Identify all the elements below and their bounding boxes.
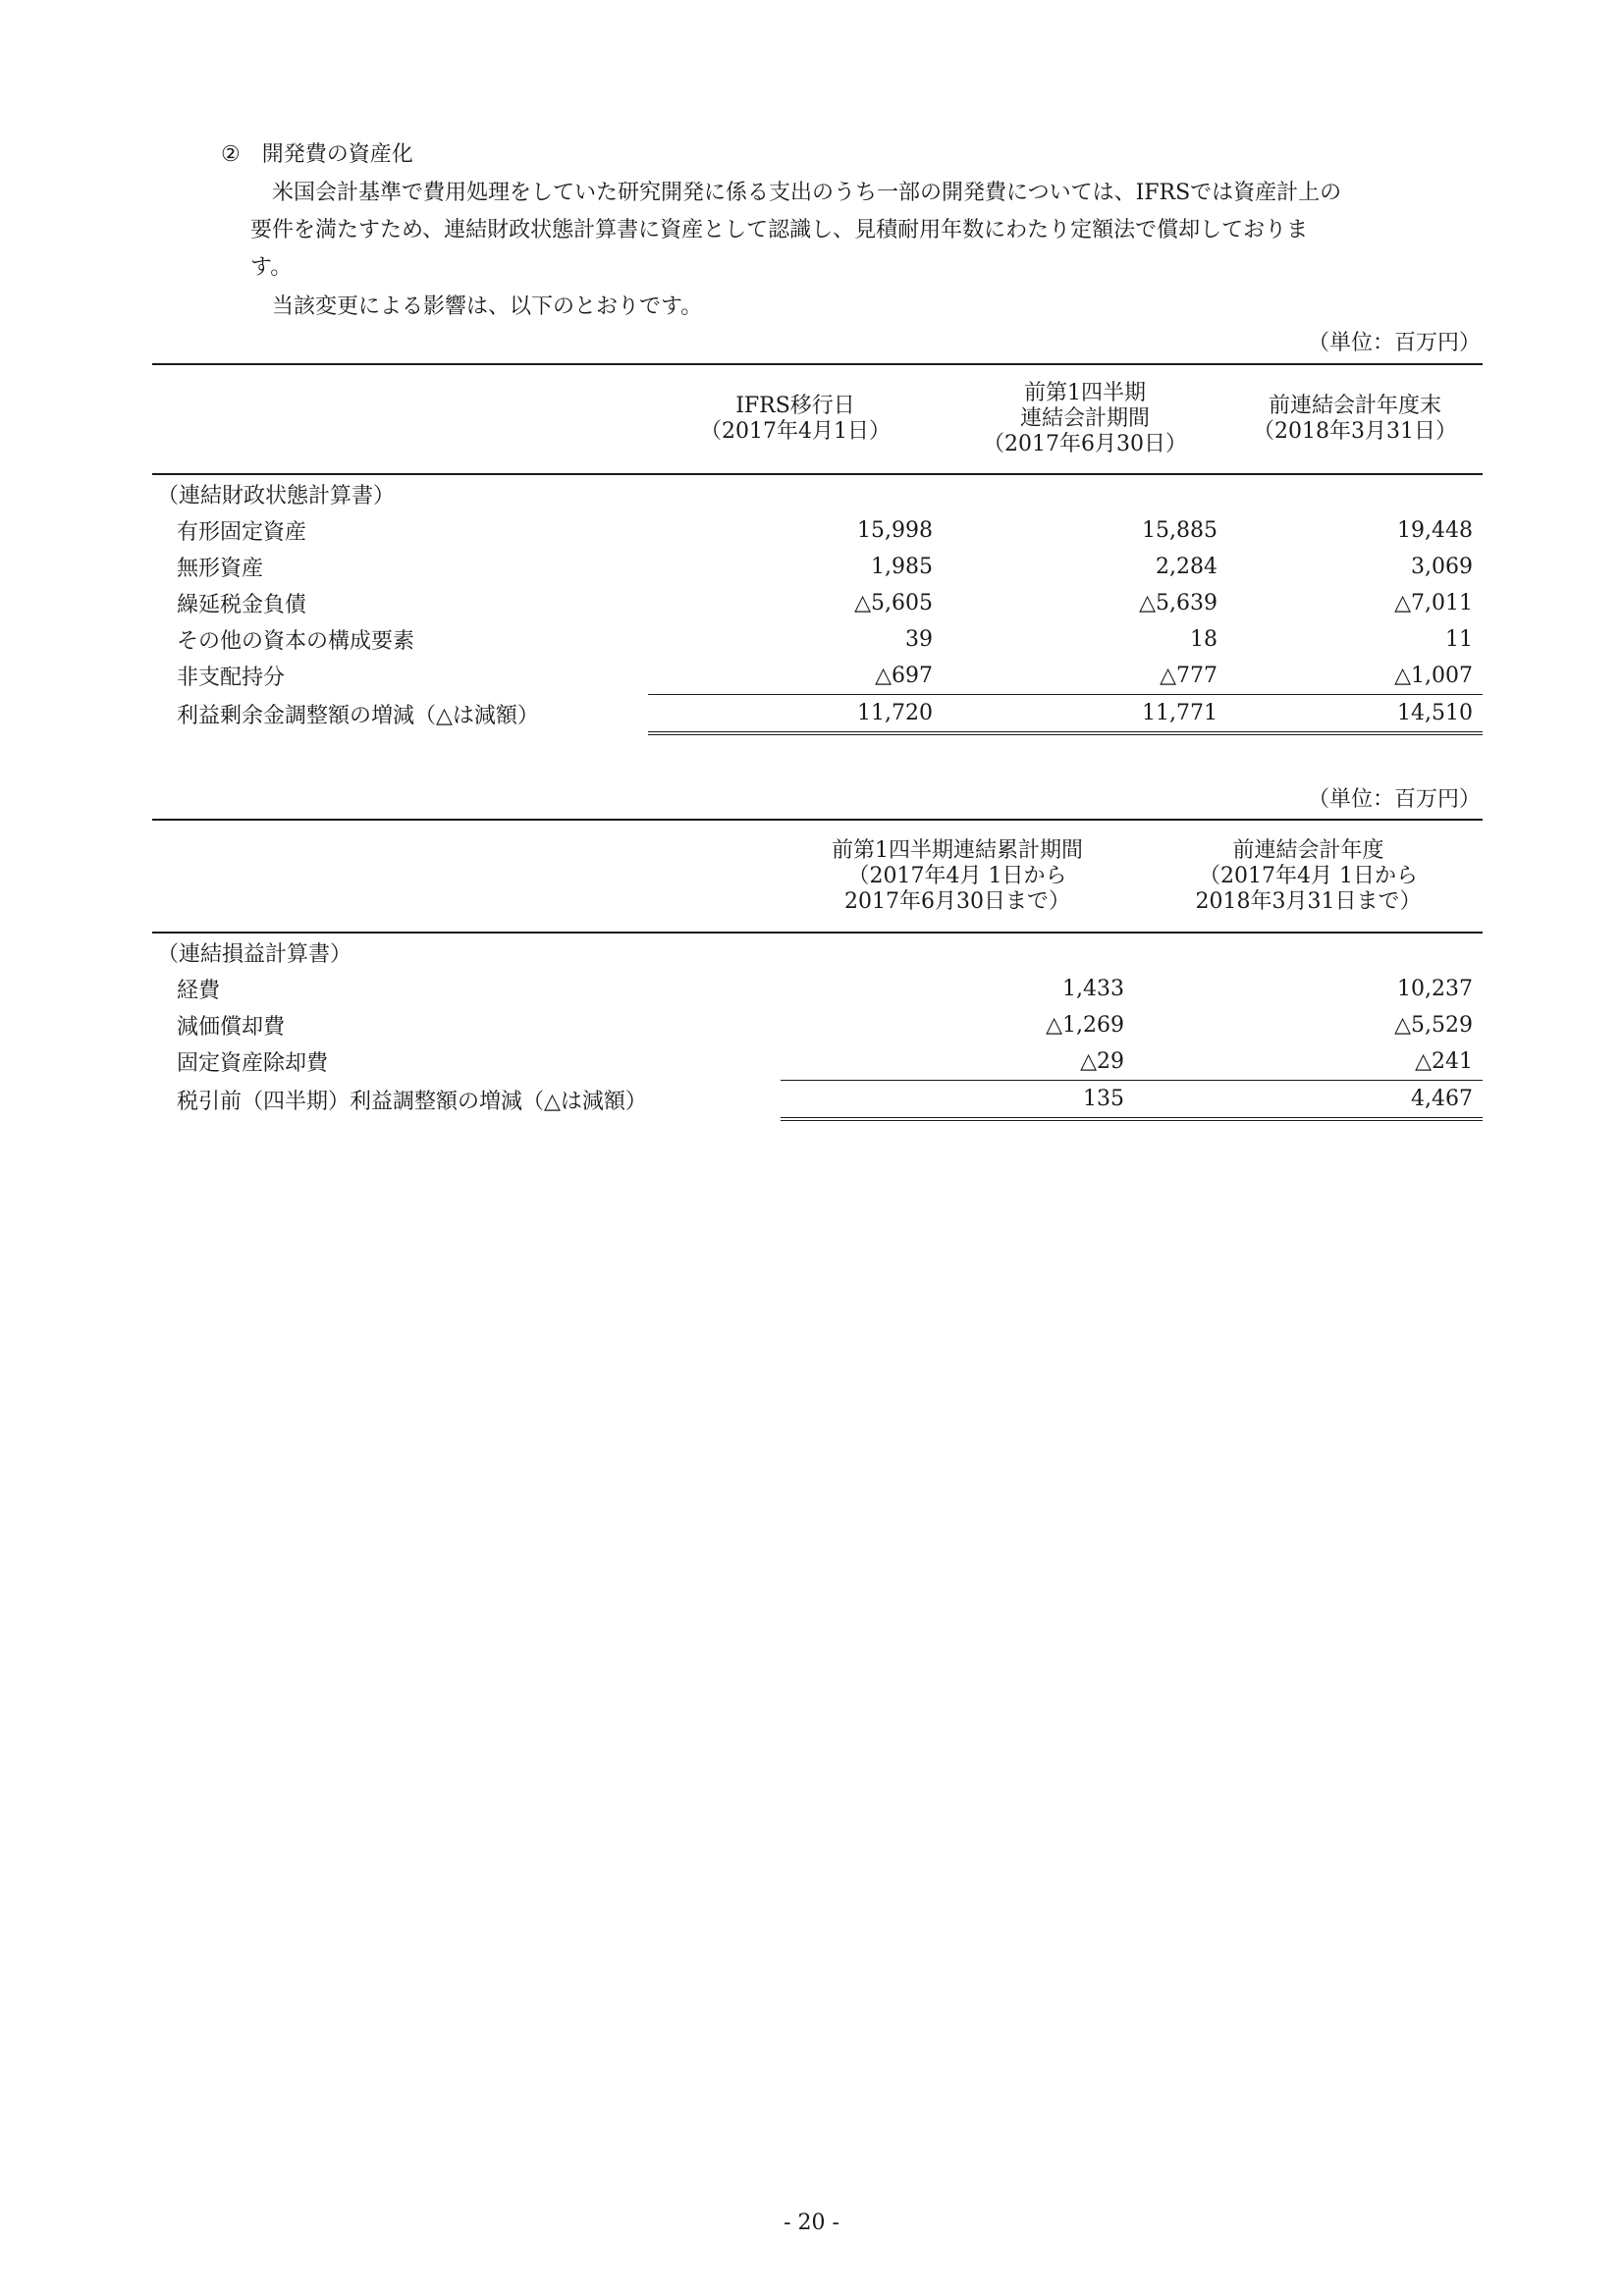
table1-col3-line1: 前連結会計年度末 — [1268, 394, 1441, 418]
table2-col2-line2: （2017年4月 1日から — [1199, 863, 1418, 888]
table-total-row — [152, 1081, 1483, 1120]
total-value: 4,467 — [1134, 1081, 1483, 1120]
total-label: 税引前（四半期）利益調整額の増減（△は減額） — [177, 1089, 647, 1114]
table1-col1-line1: IFRS移行日 — [735, 394, 855, 418]
table2-col-header-2 — [1134, 820, 1483, 933]
paragraph-line-2: 要件を満たすため、連結財政状態計算書に資産として認識し、見積耐用年数にわたり定額法で償却しておりま — [250, 218, 1309, 242]
cell-value: 19,448 — [1397, 518, 1473, 543]
table2-header-blank — [152, 820, 781, 933]
table1-section-row — [152, 474, 1483, 512]
row-label: その他の資本の構成要素 — [177, 629, 415, 654]
table1-col-header-3 — [1227, 364, 1483, 474]
table-profit-loss — [152, 819, 1483, 1121]
cell-value: △1,269 — [1046, 1013, 1124, 1038]
cell-value: 1,433 — [1062, 977, 1124, 1001]
table1-col1-line2: （2017年4月1日） — [700, 419, 891, 444]
cell-value: △1,007 — [1394, 664, 1473, 688]
table1-unit-label: （単位：百万円） — [1307, 331, 1481, 355]
total-value: 135 — [781, 1081, 1134, 1120]
table2-col2-line1: 前連結会計年度 — [1232, 837, 1384, 863]
cell-value: 39 — [905, 627, 933, 652]
paragraph-line-4: 当該変更による影響は、以下のとおりです。 — [272, 294, 703, 319]
table1-col2-line2: 連結会計期間 — [1019, 406, 1150, 431]
row-label: 減価償却費 — [177, 1015, 286, 1040]
table1-col-header-2 — [943, 364, 1227, 474]
cell-value: △697 — [875, 664, 933, 688]
table2-section-row — [152, 933, 1483, 971]
cell-value: 10,237 — [1397, 977, 1473, 1001]
table2-col1-line2: （2017年4月 1日から — [847, 863, 1067, 888]
table-row — [152, 971, 1483, 1007]
row-label: 無形資産 — [177, 557, 264, 581]
table2-header-row — [152, 820, 1483, 933]
table-row — [152, 549, 1483, 585]
table-total-row — [152, 695, 1483, 734]
cell-value: 15,885 — [1142, 518, 1217, 543]
paragraph-line-1: 米国会計基準で費用処理をしていた研究開発に係る支出のうち一部の開発費については、IFRSでは資産計上の — [272, 181, 1342, 205]
table1-col2-line3: （2017年6月30日） — [983, 432, 1187, 456]
section-heading — [221, 137, 413, 168]
cell-value: △7,011 — [1394, 591, 1473, 615]
table1-col3-line2: （2018年3月31日） — [1253, 419, 1457, 444]
table1-section-label: （連結財政状態計算書） — [157, 483, 396, 508]
table-financial-position — [152, 363, 1483, 735]
cell-value: △5,529 — [1394, 1013, 1473, 1038]
row-label: 経費 — [177, 979, 221, 1003]
table-row — [152, 621, 1483, 658]
cell-value: △241 — [1415, 1049, 1473, 1074]
table2-col-header-1 — [781, 820, 1134, 933]
table2-col2-line3: 2018年3月31日まで） — [1195, 888, 1422, 914]
heading-title: 開発費の資産化 — [261, 142, 413, 167]
cell-value: △5,639 — [1139, 591, 1217, 615]
cell-value: 11 — [1445, 627, 1473, 652]
row-label: 固定資産除却費 — [177, 1051, 329, 1077]
table2-unit-label: （単位：百万円） — [1307, 787, 1481, 812]
table2-col1-line3: 2017年6月30日まで） — [844, 888, 1070, 914]
table2-section-label: （連結損益計算書） — [157, 941, 352, 967]
paragraph-body — [250, 175, 1488, 326]
cell-value: △5,605 — [854, 591, 933, 615]
table-row — [152, 512, 1483, 549]
table-row — [152, 585, 1483, 621]
paragraph-line-3: す。 — [250, 255, 293, 280]
cell-value: △777 — [1160, 664, 1217, 688]
cell-value: 15,998 — [857, 518, 933, 543]
cell-value: 1,985 — [871, 555, 933, 579]
row-label: 有形固定資産 — [177, 520, 307, 545]
row-label: 非支配持分 — [177, 666, 286, 691]
total-value: 11,771 — [943, 695, 1227, 734]
table1-col-header-1 — [648, 364, 943, 474]
cell-value: △29 — [1080, 1049, 1124, 1074]
page-number: - 20 - — [784, 2211, 839, 2235]
table-row — [152, 658, 1483, 695]
heading-number: ② — [221, 142, 241, 167]
cell-value: 18 — [1190, 627, 1217, 652]
total-label: 利益剰余金調整額の増減（△は減額） — [177, 703, 539, 728]
table2-col1-line1: 前第1四半期連結累計期間 — [832, 837, 1083, 863]
table-row — [152, 1043, 1483, 1081]
cell-value: 3,069 — [1411, 555, 1473, 579]
table1-header-blank — [152, 364, 648, 474]
total-value: 14,510 — [1227, 695, 1483, 734]
total-value: 11,720 — [648, 695, 943, 734]
row-label: 繰延税金負債 — [177, 593, 307, 617]
table-row — [152, 1007, 1483, 1043]
cell-value: 2,284 — [1156, 555, 1217, 579]
table1-header-row — [152, 364, 1483, 474]
table1-col2-line1: 前第1四半期 — [1024, 381, 1146, 405]
